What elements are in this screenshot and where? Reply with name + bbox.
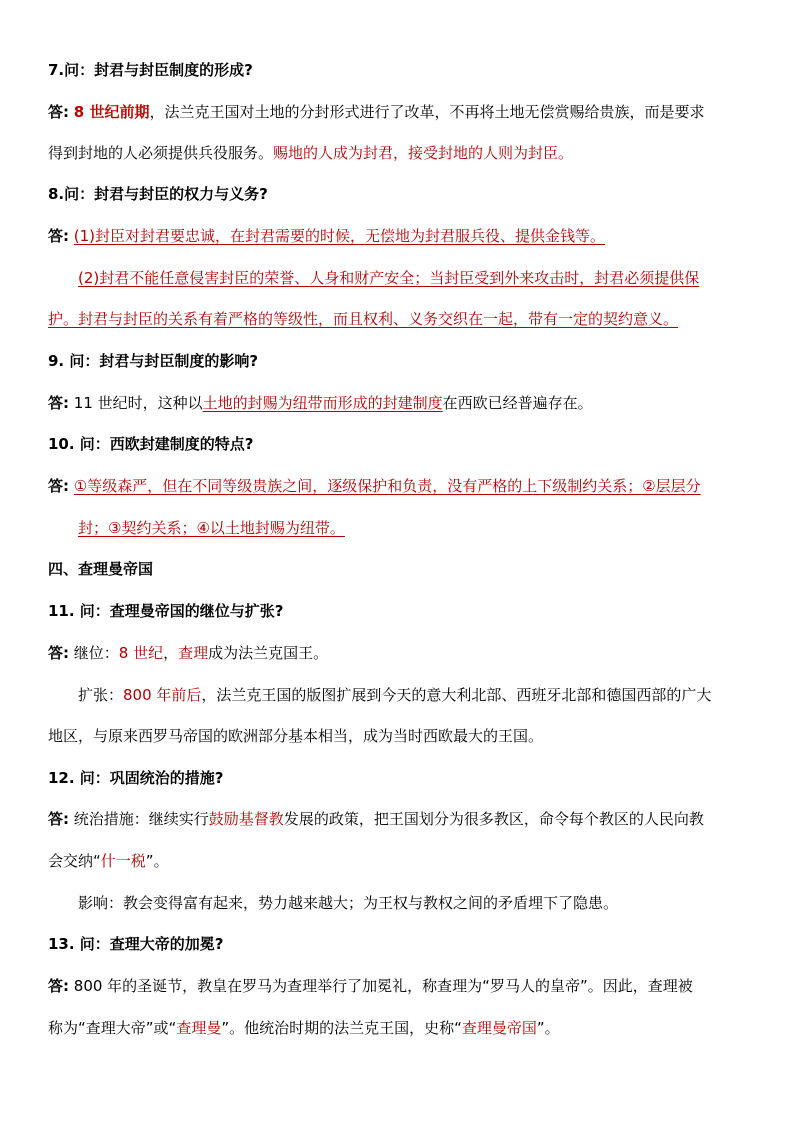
underlined-answer: ①等级森严，但在不同等级贵族之间，逐级保护和负责，没有严格的上下级制约关系；②层层分 <box>73 477 701 495</box>
question-9-title <box>48 350 748 372</box>
underlined-answer: 土地的封赐为纽带而形成的封建制度 <box>202 394 443 412</box>
answer-13-line-1 <box>48 975 748 997</box>
answer-text: ”。 <box>536 1019 560 1037</box>
highlight-text: 什一税 <box>100 852 146 870</box>
answer-text: 在西欧已经普遍存在。 <box>442 394 593 412</box>
answer-11-line-2 <box>78 684 748 706</box>
answer-label: 答: <box>48 103 69 121</box>
answer-text: 统治措施：继续实行 <box>73 810 209 828</box>
answer-text: 地区，与原来西罗马帝国的欧洲部分基本相当，成为当时西欧最大的王国。 <box>48 727 544 745</box>
highlight-text: 查理曼帝国 <box>461 1019 537 1037</box>
answer-11-line-3 <box>48 725 748 747</box>
question-12-title <box>48 767 748 789</box>
answer-label: 答: <box>48 810 69 828</box>
question-text: 8.问：封君与封臣的权力与义务? <box>48 185 268 203</box>
highlight-text: 查理 <box>178 644 209 662</box>
section-title: 四、查理曼帝国 <box>48 560 154 578</box>
answer-7-line-1 <box>48 101 748 123</box>
answer-text: 成为法兰克国王。 <box>208 644 329 662</box>
answer-8-line-1 <box>48 225 748 247</box>
question-text: 7.问：封君与封臣制度的形成? <box>48 61 253 79</box>
question-text: 10. 问：西欧封建制度的特点? <box>48 435 254 453</box>
answer-11-line-1 <box>48 642 748 664</box>
underlined-answer: 封；③契约关系；④以土地封赐为纽带。 <box>78 519 345 537</box>
underlined-answer: (1)封臣对封君要忠诚，在封君需要的时候，无偿地为封君服兵役、提供金钱等。 <box>73 227 606 245</box>
answer-text: 称为“查理大帝”或“ <box>48 1019 177 1037</box>
answer-10-line-1 <box>48 475 748 497</box>
answer-text: 会交纳“ <box>48 852 101 870</box>
answer-text: 继位： <box>73 644 119 662</box>
section-heading <box>48 558 748 580</box>
answer-text: ，法兰克王国对土地的分封形式进行了改革，不再将土地无偿赏赐给贵族，而是要求 <box>149 103 705 121</box>
answer-12-line-1 <box>48 808 748 830</box>
answer-text: ”。 <box>145 852 169 870</box>
answer-text: 发展的政策，把王国划分为很多教区，命令每个教区的人民向教 <box>283 810 704 828</box>
question-7-title <box>48 59 748 81</box>
question-text: 9. 问：封君与封臣制度的影响? <box>48 352 259 370</box>
answer-text: ”。他统治时期的法兰克王国，史称“ <box>221 1019 462 1037</box>
answer-text: ，法兰克王国的版图扩展到今天的意大利北部、西班牙北部和德国西部的广大 <box>201 686 712 704</box>
answer-label: 答: <box>48 477 69 495</box>
answer-8-line-3 <box>48 308 748 330</box>
question-13-title <box>48 933 748 955</box>
question-11-title <box>48 600 748 622</box>
question-text: 12. 问：巩固统治的措施? <box>48 769 224 787</box>
answer-13-line-2 <box>48 1017 748 1039</box>
highlight-text: 鼓励基督教 <box>208 810 284 828</box>
underlined-answer: (2)封君不能任意侵害封臣的荣誉、人身和财产安全；当封臣受到外来攻击时，封君必须提供保 <box>78 269 700 287</box>
answer-label: 答: <box>48 394 69 412</box>
answer-label: 答: <box>48 227 69 245</box>
highlight-text: 赐地的人成为封君，接受封地的人则为封臣。 <box>273 144 574 162</box>
answer-text: 得到封地的人必须提供兵役服务。 <box>48 144 274 162</box>
highlight-text: 查理曼 <box>176 1019 222 1037</box>
answer-text: 影响：教会变得富有起来，势力越来越大；为王权与教权之间的矛盾埋下了隐患。 <box>78 894 619 912</box>
answer-10-line-2 <box>78 517 748 539</box>
answer-12-line-3 <box>78 892 748 914</box>
answer-label: 答: <box>48 977 69 995</box>
answer-12-line-2 <box>48 850 748 872</box>
highlight-text: 8 世纪 <box>118 644 164 662</box>
underlined-answer: 护。封君与封臣的关系有着严格的等级性，而且权利、义务交织在一起，带有一定的契约意义。 <box>48 310 679 328</box>
answer-text: ， <box>163 644 179 662</box>
answer-9-line-1 <box>48 392 748 414</box>
question-10-title <box>48 433 748 455</box>
answer-text: 11 世纪时，这种以 <box>73 394 203 412</box>
answer-text: 扩张： <box>78 686 124 704</box>
highlight-text: 800 年前后 <box>123 686 202 704</box>
highlight-text: 8 世纪前期 <box>73 103 150 121</box>
answer-label: 答: <box>48 644 69 662</box>
question-8-title <box>48 183 748 205</box>
answer-text: 800 年的圣诞节，教皇在罗马为查理举行了加冕礼，称查理为“罗马人的皇帝”。因此，查理被 <box>73 977 693 995</box>
answer-7-line-2 <box>48 142 748 164</box>
answer-8-line-2 <box>78 267 748 289</box>
question-text: 13. 问：查理大帝的加冕? <box>48 935 224 953</box>
question-text: 11. 问：查理曼帝国的继位与扩张? <box>48 602 284 620</box>
